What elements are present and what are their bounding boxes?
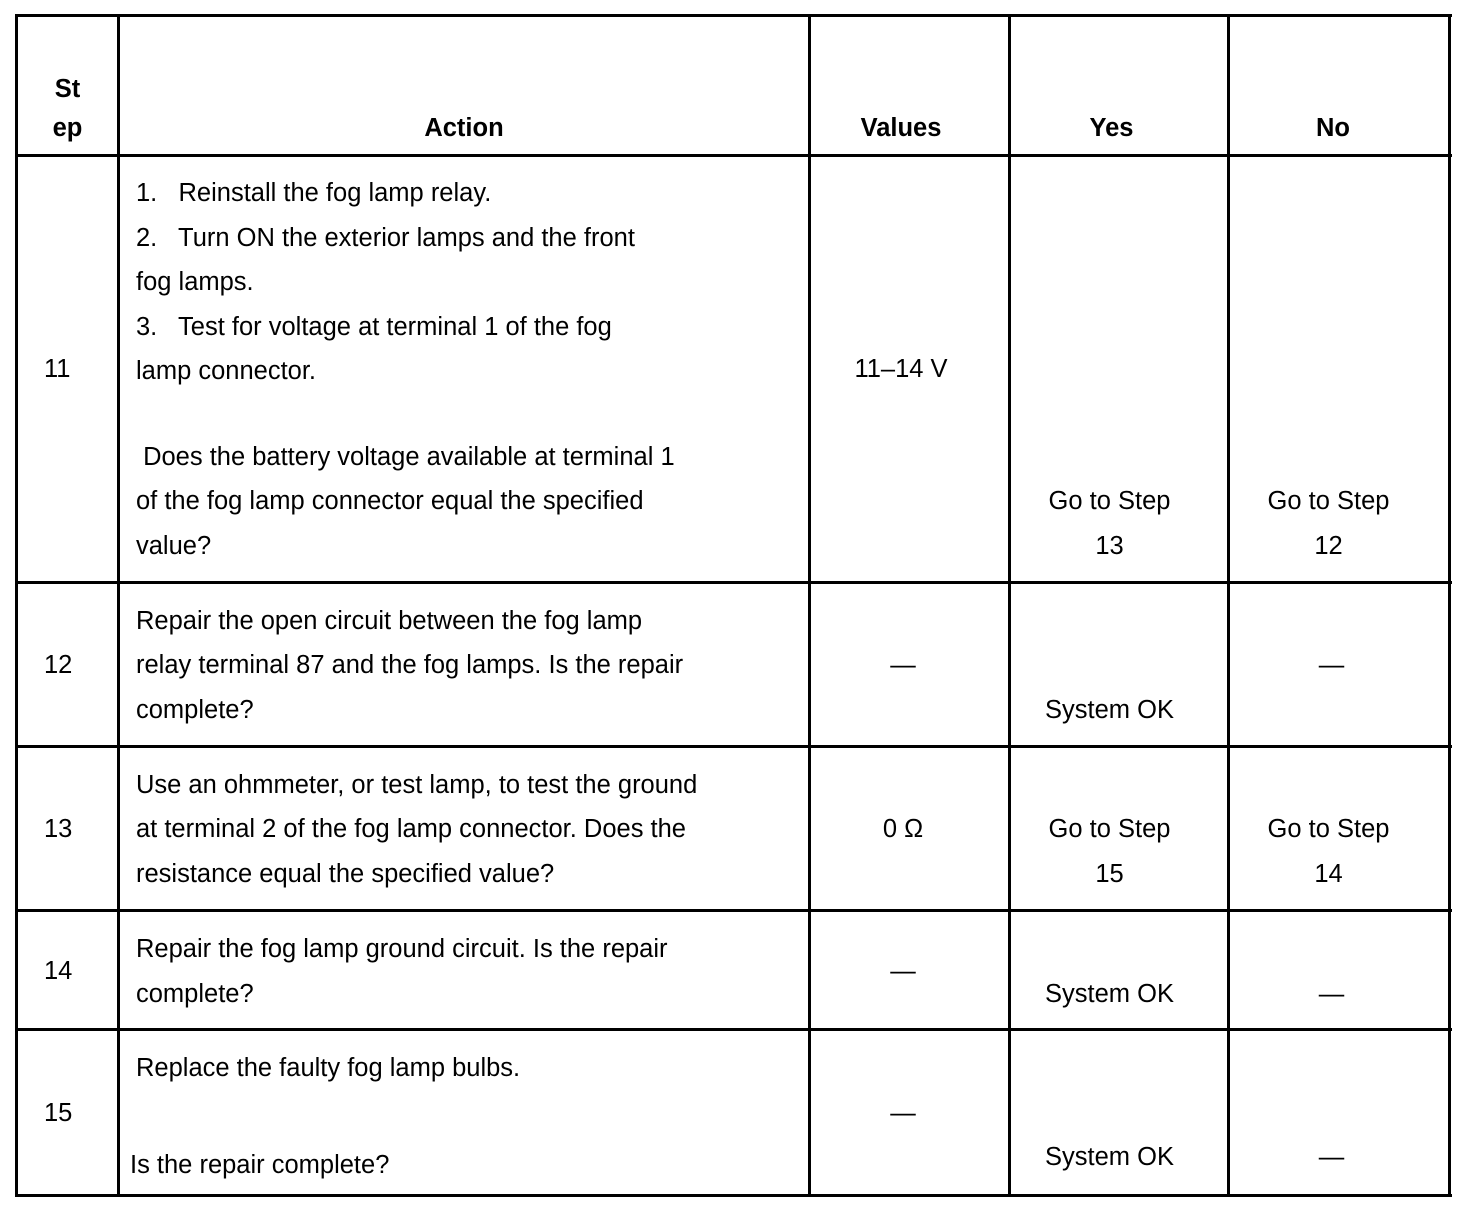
value-text: 11–14 V <box>854 355 948 383</box>
yes-step-number: 13 <box>1095 532 1124 560</box>
no-text: Go to Step <box>1267 487 1390 515</box>
value-text: — <box>890 957 916 985</box>
action-line: Is the repair complete? <box>130 1151 390 1179</box>
action-line: complete? <box>136 980 254 1008</box>
no-text: — <box>1318 651 1345 679</box>
action-line: relay terminal 87 and the fog lamps. Is the repair <box>136 651 684 679</box>
yes-text: System OK <box>1045 980 1174 1008</box>
header-action-text: Action <box>424 114 504 142</box>
yes-step-number: 15 <box>1095 860 1124 888</box>
action-line: lamp connector. <box>136 357 317 385</box>
table-row <box>0 584 1472 745</box>
action-line: value? <box>136 532 212 560</box>
action-line: 1. Reinstall the fog lamp relay. <box>136 179 492 207</box>
header-values-text: Values <box>860 114 942 142</box>
table-row <box>0 157 1472 581</box>
action-line: Does the battery voltage available at terminal 1 <box>136 443 675 471</box>
header-no-text: No <box>1316 114 1350 142</box>
action-line: of the fog lamp connector equal the specified <box>136 487 644 515</box>
action-line: at terminal 2 of the fog lamp connector. Does the <box>136 815 686 843</box>
table-border-bottom <box>15 1194 1452 1197</box>
action-line: 2. Turn ON the exterior lamps and the front <box>136 224 635 252</box>
yes-text: System OK <box>1045 1143 1174 1171</box>
yes-text: Go to Step <box>1048 815 1171 843</box>
action-line: fog lamps. <box>136 268 254 296</box>
step-number: 14 <box>44 957 73 985</box>
header-yes-text: Yes <box>1089 114 1134 142</box>
no-step-number: 14 <box>1314 860 1343 888</box>
step-number: 13 <box>44 815 73 843</box>
no-step-number: 12 <box>1314 532 1343 560</box>
table-row <box>0 1031 1472 1194</box>
value-text: 0 Ω <box>882 815 924 843</box>
header-step-line-1: St <box>54 75 81 103</box>
step-number: 12 <box>44 651 73 679</box>
value-text: — <box>890 1099 916 1127</box>
value-text: — <box>890 651 916 679</box>
yes-text: System OK <box>1045 696 1174 724</box>
header-step-line-2: ep <box>52 114 83 142</box>
no-text: — <box>1318 1143 1345 1171</box>
action-line: Repair the open circuit between the fog lamp <box>136 607 643 635</box>
action-line: Repair the fog lamp ground circuit. Is the repair <box>136 935 668 963</box>
action-line: Use an ohmmeter, or test lamp, to test the ground <box>136 771 698 799</box>
action-line: complete? <box>136 696 254 724</box>
step-number: 15 <box>44 1099 73 1127</box>
action-line: Replace the faulty fog lamp bulbs. <box>136 1054 521 1082</box>
table-row <box>0 912 1472 1028</box>
table-border-top <box>15 14 1452 17</box>
yes-text: Go to Step <box>1048 487 1171 515</box>
step-number: 11 <box>44 355 71 383</box>
action-line: 3. Test for voltage at terminal 1 of the fog <box>136 313 612 341</box>
no-text: Go to Step <box>1267 815 1390 843</box>
no-text: — <box>1318 980 1345 1008</box>
action-line: resistance equal the specified value? <box>136 860 555 888</box>
table-row <box>0 748 1472 909</box>
